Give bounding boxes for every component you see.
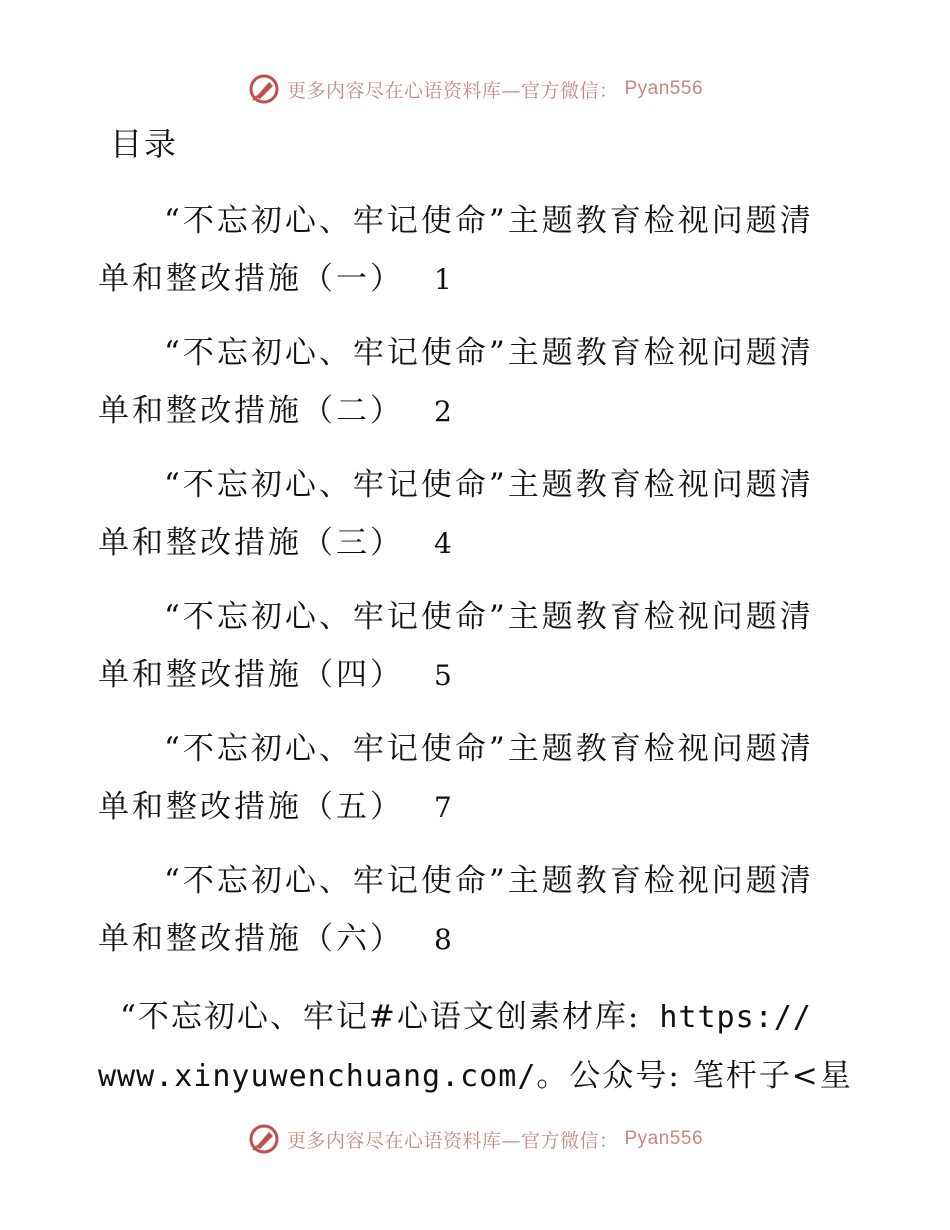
body-url-link[interactable]: www.xinyuwenchuang.com/ [98,1059,537,1094]
toc-entry-title-line2: 单和整改措施（一） [98,261,404,297]
body-url-part: https:// [640,1000,812,1035]
body-text: “不忘初心、牢记#心语文创素材库: [120,999,641,1035]
toc-list [98,192,858,984]
toc-page-number: 5 [434,659,455,692]
toc-entry-title-line2: 单和整改措施（五） [98,789,404,825]
body-text: 。公众号: 笔杆子<星 [536,1058,853,1094]
toc-entry[interactable] [98,456,858,588]
toc-entry[interactable] [98,852,858,984]
toc-entry-title-line2: 单和整改措施（二） [98,393,404,429]
watermark-wechat-id: Pyan556 [624,1128,704,1149]
watermark-text: 更多内容尽在心语资料库—官方微信： [286,1129,619,1152]
header-watermark [0,72,950,106]
body-paragraph [98,988,858,1106]
toc-entry[interactable] [98,588,858,720]
toc-entry-title-line2: 单和整改措施（六） [98,921,404,957]
toc-page-number: 1 [434,263,455,296]
pen-nib-logo-icon [247,1122,281,1156]
toc-entry[interactable] [98,720,858,852]
toc-entry[interactable] [98,192,858,324]
footer-watermark [0,1122,950,1156]
toc-entry[interactable] [98,324,858,456]
toc-entry-title-line2: 单和整改措施（三） [98,525,404,561]
toc-entry-title-line1: “不忘初心、牢记使命”主题教育检视问题清 [164,863,814,899]
toc-page-number: 7 [434,791,455,824]
toc-entry-title-line1: “不忘初心、牢记使命”主题教育检视问题清 [164,467,814,503]
toc-entry-title-line1: “不忘初心、牢记使命”主题教育检视问题清 [164,203,814,239]
toc-entry-title-line1: “不忘初心、牢记使命”主题教育检视问题清 [164,335,814,371]
toc-page-number: 4 [434,527,455,560]
pen-nib-logo-icon [247,72,281,106]
toc-heading: 目录 [110,125,179,163]
watermark-wechat-id: Pyan556 [624,78,704,99]
toc-page-number: 8 [434,923,455,956]
toc-page-number: 2 [434,395,455,428]
watermark-text: 更多内容尽在心语资料库—官方微信： [286,79,619,102]
toc-entry-title-line2: 单和整改措施（四） [98,657,404,693]
toc-entry-title-line1: “不忘初心、牢记使命”主题教育检视问题清 [164,599,814,635]
toc-entry-title-line1: “不忘初心、牢记使命”主题教育检视问题清 [164,731,814,767]
